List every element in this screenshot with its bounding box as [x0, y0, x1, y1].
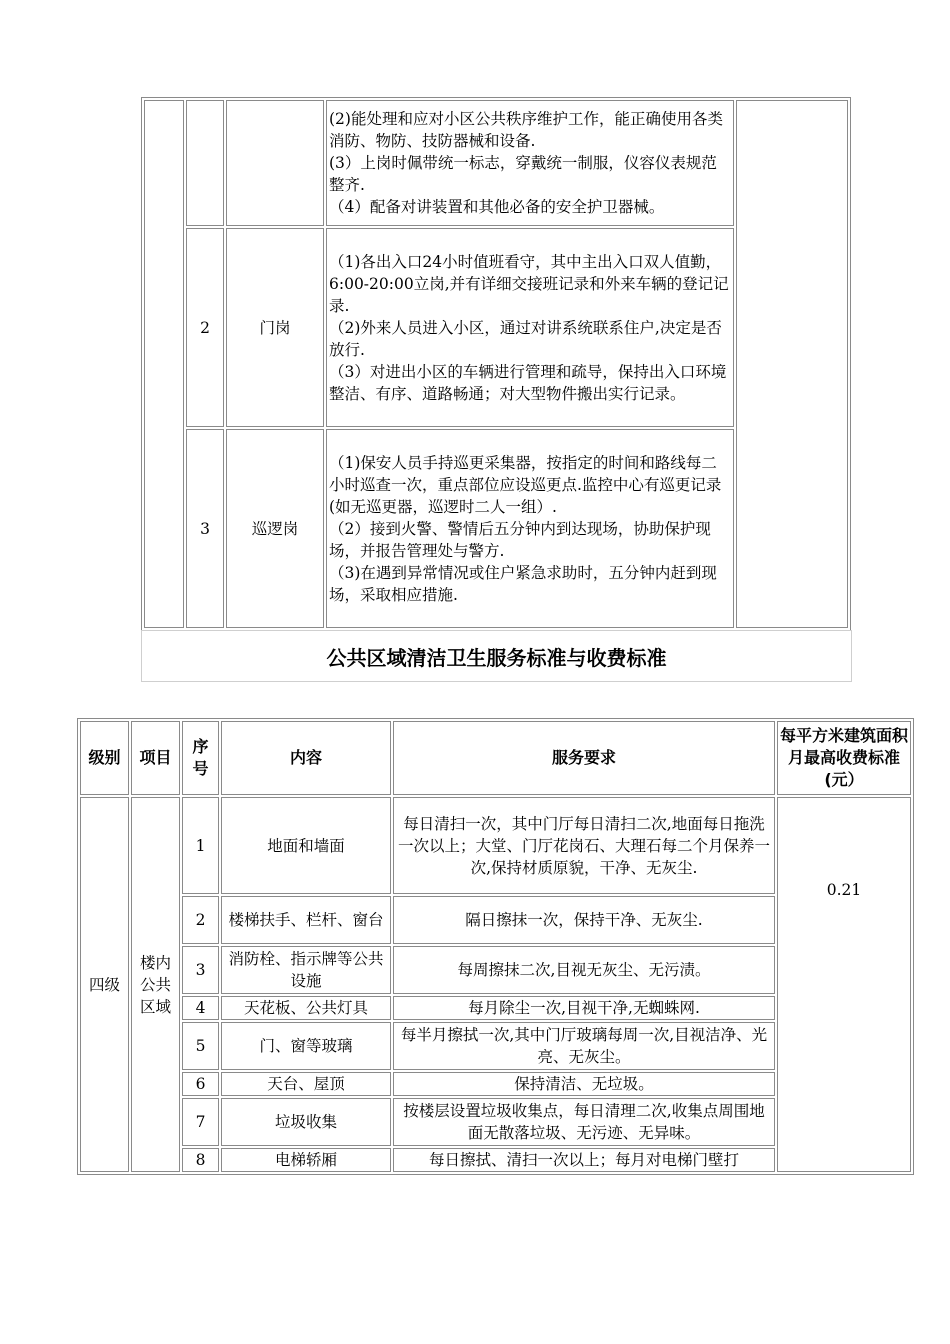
requirement-cell	[326, 228, 734, 427]
header-no: 序号	[182, 721, 219, 795]
row-number: 7	[182, 1098, 219, 1146]
row-number: 2	[186, 228, 224, 427]
requirement-line: （2)外来人员进入小区，通过对讲系统联系住户,决定是否放行.	[329, 318, 722, 359]
requirement-cell	[326, 100, 734, 226]
row-number: 6	[182, 1072, 219, 1096]
cleaning-service-table	[77, 718, 914, 1175]
requirement-cell: 每日清扫一次，其中门厅每日清扫二次,地面每日拖洗一次以上；大堂、门厅花岗石、大理石每二个月保养一次,保持材质原貌，干净、无灰尘.	[393, 797, 775, 894]
requirement-cell: 隔日擦抹一次，保持干净、无灰尘.	[393, 896, 775, 944]
table-row	[144, 100, 848, 226]
requirement-line: （1)保安人员手持巡更采集器，按指定的时间和路线每二小时巡查一次，重点部位应设巡更点.监控中心有巡更记录(如无巡更器，巡逻时二人一组）.	[329, 453, 722, 516]
row-number: 5	[182, 1022, 219, 1070]
table-row	[80, 797, 911, 894]
requirement-line: (2)能处理和应对小区公共秩序维护工作，能正确使用各类消防、物防、技防器械和设备.	[329, 110, 723, 150]
requirement-cell: 保持清洁、无垃圾。	[393, 1072, 775, 1096]
header-fee: 每平方米建筑面积月最高收费标准(元）	[777, 721, 911, 795]
header-content: 内容	[221, 721, 391, 795]
row-number: 4	[182, 996, 219, 1020]
item-cell: 楼内公共区域	[131, 797, 180, 1172]
fee-cell: 0.21	[777, 797, 911, 1172]
post-name: 门岗	[226, 228, 324, 427]
row-number: 3	[186, 429, 224, 628]
content-cell: 楼梯扶手、栏杆、窗台	[221, 896, 391, 944]
post-name	[226, 100, 324, 226]
requirement-line: (3）上岗时佩带统一标志，穿戴统一制服，仪容仪表规范整齐.	[329, 154, 717, 194]
content-cell: 天台、屋顶	[221, 1072, 391, 1096]
requirement-cell: 按楼层设置垃圾收集点，每日清理二次,收集点周围地面无散落垃圾、无污迹、无异味。	[393, 1098, 775, 1146]
header-item: 项目	[131, 721, 180, 795]
row-number	[186, 100, 224, 226]
security-service-table	[141, 97, 851, 631]
content-cell: 门、窗等玻璃	[221, 1022, 391, 1070]
requirement-cell: 每周擦抹二次,目视无灰尘、无污渍。	[393, 946, 775, 994]
requirement-cell: 每日擦拭、清扫一次以上；每月对电梯门壁打	[393, 1148, 775, 1172]
post-name: 巡逻岗	[226, 429, 324, 628]
requirement-line: （4）配备对讲装置和其他必备的安全护卫器械。	[329, 198, 665, 216]
header-level: 级别	[80, 721, 129, 795]
section-title-box	[141, 630, 852, 682]
merged-level-cell	[144, 100, 184, 628]
requirement-cell	[326, 429, 734, 628]
row-number: 8	[182, 1148, 219, 1172]
table-header-row	[80, 721, 911, 795]
content-cell: 垃圾收集	[221, 1098, 391, 1146]
section-title: 公共区域清洁卫生服务标准与收费标准	[326, 645, 667, 670]
requirement-line: （3）对进出小区的车辆进行管理和疏导，保持出入口环境整洁、有序、道路畅通；对大型物件搬出实行记录。	[329, 362, 727, 403]
requirement-line: （2）接到火警、警情后五分钟内到达现场，协助保护现场，并报告管理处与警方.	[329, 519, 711, 560]
requirement-cell: 每月除尘一次,目视干净,无蜘蛛网.	[393, 996, 775, 1020]
content-cell: 天花板、公共灯具	[221, 996, 391, 1020]
content-cell: 电梯轿厢	[221, 1148, 391, 1172]
requirement-line: （1)各出入口24小时值班看守，其中主出入口双人值勤，6:00-20:00立岗,并有详细交接班记录和外来车辆的登记记录.	[329, 252, 729, 315]
header-requirement: 服务要求	[393, 721, 775, 795]
row-number: 2	[182, 896, 219, 944]
row-number: 3	[182, 946, 219, 994]
row-number: 1	[182, 797, 219, 894]
content-cell: 地面和墙面	[221, 797, 391, 894]
content-cell: 消防栓、指示牌等公共设施	[221, 946, 391, 994]
requirement-cell: 每半月擦拭一次,其中门厅玻璃每周一次,目视洁净、光亮、无灰尘。	[393, 1022, 775, 1070]
merged-fee-cell	[736, 100, 848, 628]
level-cell: 四级	[80, 797, 129, 1172]
requirement-line: （3)在遇到异常情况或住户紧急求助时，五分钟内赶到现场，采取相应措施.	[329, 563, 717, 604]
